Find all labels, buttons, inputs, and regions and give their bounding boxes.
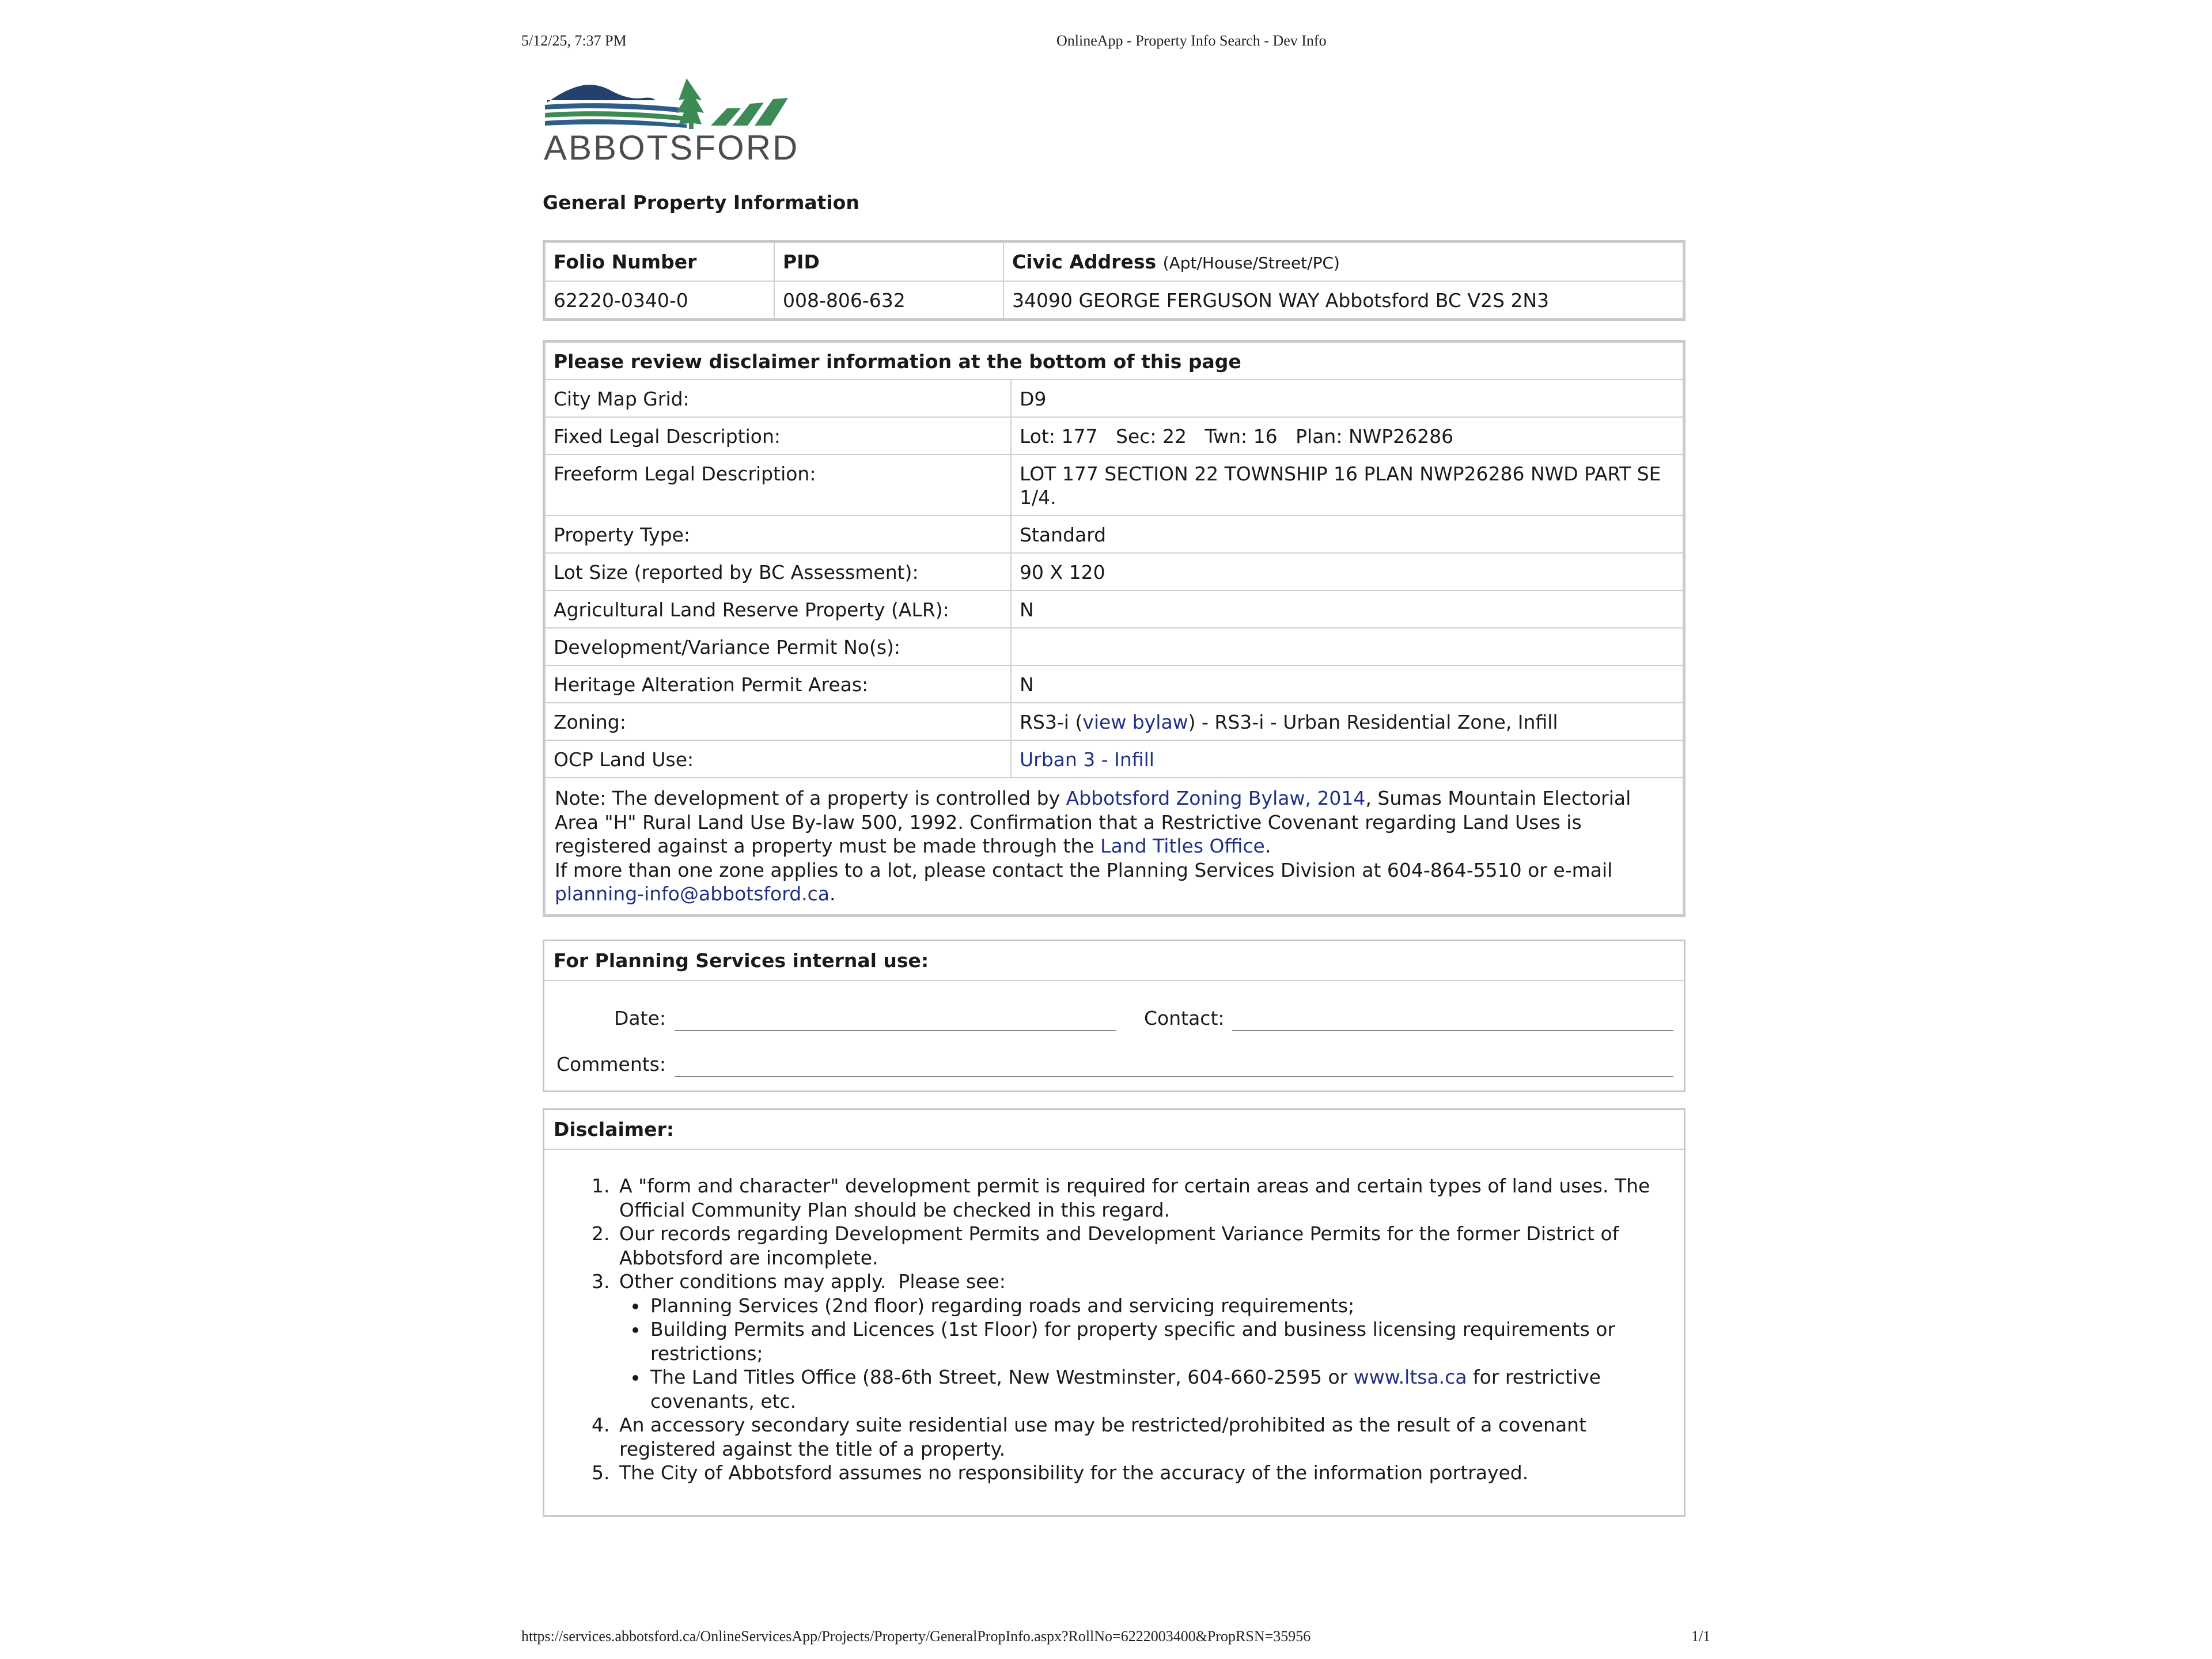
disclaimer-subitem: • Building Permits and Licences (1st Floor) for property specific and business licensing requirements or restrictions; bbox=[648, 1317, 1684, 1365]
ocp-land-use-link[interactable]: Urban 3 - Infill bbox=[1020, 748, 1154, 771]
detail-row bbox=[545, 665, 1683, 703]
detail-row bbox=[545, 628, 1683, 665]
detail-value: Standard bbox=[1011, 516, 1683, 553]
folio-header: Folio Number bbox=[545, 243, 774, 281]
zoning-value bbox=[1011, 703, 1683, 740]
detail-label: Heritage Alteration Permit Areas: bbox=[545, 665, 1011, 703]
note-text: . bbox=[1264, 835, 1271, 857]
note-row bbox=[545, 778, 1683, 915]
note-text: If more than one zone applies to a lot, please contact the Planning Services Division at 604-864-5510 or e-mail bbox=[555, 858, 1613, 881]
note-text: . bbox=[830, 882, 836, 905]
civic-header-label: Civic Address bbox=[1012, 251, 1157, 273]
zoning-label: Zoning: bbox=[545, 703, 1011, 740]
detail-row bbox=[545, 590, 1683, 628]
detail-label: Property Type: bbox=[545, 516, 1011, 553]
date-line[interactable] bbox=[675, 1030, 1116, 1031]
internal-use-box bbox=[543, 940, 1685, 1092]
disclaimer-item bbox=[616, 1270, 1684, 1413]
disclaimer-title: Disclaimer: bbox=[544, 1110, 1684, 1150]
disclaimer-sublist bbox=[619, 1294, 1684, 1414]
planning-email-link[interactable]: planning-info@abbotsford.ca bbox=[555, 882, 830, 905]
disclaimer-body bbox=[544, 1150, 1684, 1485]
zoning-description: ) - RS3-i - Urban Residential Zone, Infill bbox=[1188, 711, 1558, 733]
civic-value: 34090 GEORGE FERGUSON WAY Abbotsford BC V2S 2N3 bbox=[1003, 281, 1683, 319]
summary-box bbox=[543, 240, 1685, 321]
note-text: , Sumas Mountain Electorial Area "H" Rural Land Use By-law 500, 1992. Confirmation that a Restrictive Covenant regarding Land Uses is registered against a property must be made through the bbox=[555, 787, 1631, 857]
detail-row bbox=[545, 454, 1683, 516]
pid-value: 008-806-632 bbox=[774, 281, 1003, 319]
date-label: Date: bbox=[614, 1007, 666, 1029]
detail-label: City Map Grid: bbox=[545, 380, 1011, 417]
zoning-code: RS3-i ( bbox=[1020, 711, 1083, 733]
summary-table bbox=[544, 242, 1684, 319]
detail-label: Development/Variance Permit No(s): bbox=[545, 628, 1011, 665]
pid-header: PID bbox=[774, 243, 1003, 281]
ocp-row bbox=[545, 740, 1683, 778]
disclaimer-item-text: Other conditions may apply. Please see: bbox=[619, 1270, 1006, 1293]
details-box bbox=[543, 340, 1685, 917]
details-heading-row bbox=[545, 342, 1683, 380]
disclaimer-subitem: • Planning Services (2nd floor) regarding roads and servicing requirements; bbox=[648, 1294, 1684, 1318]
disclaimer-item: 1. A "form and character" development permit is required for certain areas and certain types of land uses. The Official Community Plan should be checked in this regard. bbox=[616, 1174, 1684, 1222]
civic-header-hint: (Apt/House/Street/PC) bbox=[1162, 253, 1340, 272]
disclaimer-item: 4. An accessory secondary suite residential use may be restricted/prohibited as the result of a covenant registered against the title of a property. bbox=[616, 1413, 1684, 1461]
disclaimer-item: 5. The City of Abbotsford assumes no responsibility for the accuracy of the information portrayed. bbox=[616, 1461, 1684, 1485]
contact-label: Contact: bbox=[1144, 1007, 1225, 1029]
detail-row bbox=[545, 380, 1683, 417]
details-heading: Please review disclaimer information at the bottom of this page bbox=[545, 342, 1683, 380]
ocp-label: OCP Land Use: bbox=[545, 740, 1011, 778]
zoning-note bbox=[545, 778, 1683, 915]
abbotsford-logo-icon bbox=[543, 75, 790, 130]
disclaimer-box bbox=[543, 1108, 1685, 1517]
internal-use-title: For Planning Services internal use: bbox=[544, 941, 1684, 981]
detail-label: Agricultural Land Reserve Property (ALR): bbox=[545, 590, 1011, 628]
page-url: https://services.abbotsford.ca/OnlineServicesApp/Projects/Property/GeneralPropInfo.aspx?RollNo=6222003400&PropRSN=35956 bbox=[521, 1628, 1311, 1645]
print-datetime: 5/12/25, 7:37 PM bbox=[521, 32, 627, 49]
disclaimer-list bbox=[544, 1174, 1684, 1485]
folio-value: 62220-0340-0 bbox=[545, 281, 774, 319]
contact-line[interactable] bbox=[1232, 1030, 1673, 1031]
detail-row bbox=[545, 553, 1683, 590]
page-number: 1/1 bbox=[1691, 1628, 1711, 1645]
comments-label: Comments: bbox=[556, 1053, 666, 1075]
subitem-text: The Land Titles Office (88-6th Street, New Westminster, 604-660-2595 or bbox=[650, 1366, 1354, 1388]
view-bylaw-link[interactable]: view bylaw bbox=[1082, 711, 1188, 733]
detail-value: D9 bbox=[1011, 380, 1683, 417]
summary-value-row bbox=[545, 281, 1683, 319]
subitem-text: for restrictive covenants, etc. bbox=[650, 1366, 1601, 1412]
note-text: Note: The development of a property is controlled by bbox=[555, 787, 1066, 809]
detail-value: 90 X 120 bbox=[1011, 553, 1683, 590]
detail-row bbox=[545, 417, 1683, 454]
print-page-title: OnlineApp - Property Info Search - Dev Info bbox=[1056, 32, 1327, 49]
page-title: General Property Information bbox=[543, 191, 859, 214]
logo-wordmark: ABBOTSFORD bbox=[544, 128, 800, 167]
detail-label: Fixed Legal Description: bbox=[545, 417, 1011, 454]
ltsa-link[interactable]: www.ltsa.ca bbox=[1353, 1366, 1467, 1388]
detail-value bbox=[1011, 628, 1683, 665]
ocp-value bbox=[1011, 740, 1683, 778]
abbotsford-logo bbox=[543, 75, 800, 173]
zoning-row bbox=[545, 703, 1683, 740]
disclaimer-subitem bbox=[648, 1365, 1684, 1413]
zoning-bylaw-link[interactable]: Abbotsford Zoning Bylaw, 2014 bbox=[1066, 787, 1366, 809]
comments-line[interactable] bbox=[675, 1076, 1673, 1077]
details-table bbox=[544, 342, 1684, 915]
detail-label: Freeform Legal Description: bbox=[545, 454, 1011, 516]
detail-label: Lot Size (reported by BC Assessment): bbox=[545, 553, 1011, 590]
detail-value: Lot: 177 Sec: 22 Twn: 16 Plan: NWP26286 bbox=[1011, 417, 1683, 454]
summary-header-row bbox=[545, 243, 1683, 281]
detail-value: N bbox=[1011, 665, 1683, 703]
detail-row bbox=[545, 516, 1683, 553]
detail-value: LOT 177 SECTION 22 TOWNSHIP 16 PLAN NWP26286 NWD PART SE 1/4. bbox=[1011, 454, 1683, 516]
disclaimer-item: 2. Our records regarding Development Permits and Development Variance Permits for the former District of Abbotsford are incomplete. bbox=[616, 1222, 1684, 1270]
civic-header bbox=[1003, 243, 1683, 281]
land-titles-office-link[interactable]: Land Titles Office bbox=[1100, 835, 1265, 857]
detail-value: N bbox=[1011, 590, 1683, 628]
